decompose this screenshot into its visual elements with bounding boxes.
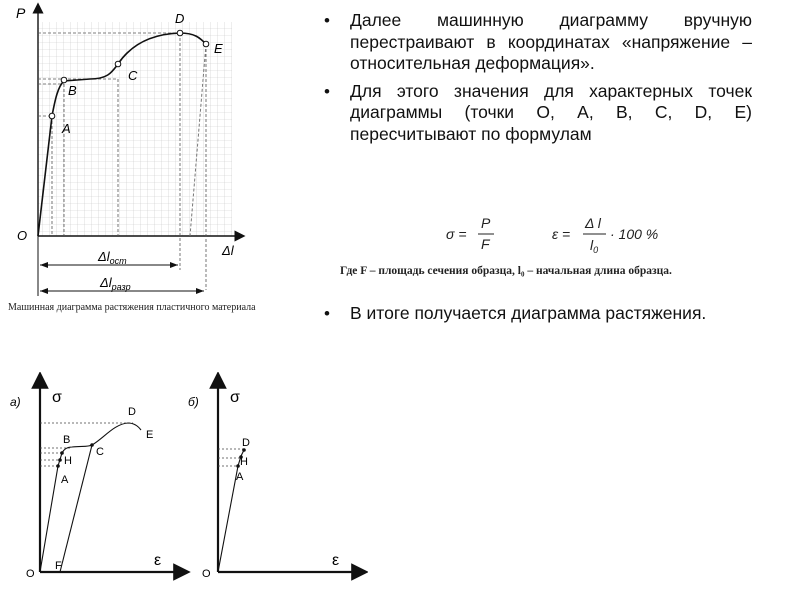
point-e-label: E (214, 41, 223, 56)
diagram-a-point-h: H (64, 455, 72, 467)
bullet-1: • Далее машинную диаграмму вручную перестраивают в координатах «напряжение – относительная деформация». (322, 10, 752, 75)
diagram-b-origin: O (202, 568, 211, 580)
point-c-marker (115, 61, 121, 67)
diagram-b-curve (218, 450, 244, 572)
sigma-den: F (481, 236, 490, 252)
diagram-b-point-a: A (236, 471, 244, 483)
eps-lhs: ε = (552, 226, 571, 242)
diagram-a-point-f: F (55, 560, 62, 572)
point-e-marker (203, 41, 209, 47)
point-a-marker (49, 113, 55, 119)
point-b-marker (61, 77, 67, 83)
diagram-b-point-d: D (242, 437, 250, 449)
eps-den: $l_0$ (590, 237, 599, 255)
bullet-list (322, 10, 752, 151)
dim-residual-label: $\Delta l_{ост}$ (98, 249, 127, 266)
bullet-list-2 (322, 303, 752, 325)
formulas (440, 210, 690, 258)
dl-axis-label: Δl (222, 243, 234, 258)
origin-label: O (17, 228, 28, 243)
bullet-2: • Для этого значения для характерных точек диаграммы (точки О, А, В, С, D, Е) пересчитывают по формулам (322, 81, 752, 146)
point-b-label: B (68, 83, 77, 98)
point-d-marker (177, 30, 183, 36)
bullet-3: • В итоге получается диаграмма растяжения. (322, 303, 752, 325)
point-c-label: C (128, 68, 138, 83)
diagram-a-point-b: B (63, 434, 71, 446)
eps-num: Δ l (585, 215, 601, 231)
point-d-label: D (175, 11, 185, 26)
diagram-b (178, 372, 368, 590)
diagram-b-point-h: H (240, 456, 248, 468)
sigma-num: P (481, 215, 491, 231)
diagram-b-sigma-label: σ (230, 389, 240, 406)
diagram-a (0, 372, 195, 590)
formula-note: Где F – площадь сечения образца, l₀ – начальная длина образца. (340, 265, 672, 277)
sigma-lhs: σ = (446, 226, 467, 242)
dim-break-label: $\Delta l_{разр}$ (100, 275, 131, 292)
machine-diagram-caption: Машинная диаграмма растяжения пластичного материала (8, 302, 256, 313)
diagram-a-point-d: D (128, 406, 136, 418)
diagram-a-point-c: C (96, 446, 104, 458)
machine-diagram (0, 0, 320, 302)
diagram-a-origin: O (26, 568, 35, 580)
diagram-b-eps-label: ε (332, 552, 340, 569)
diagram-b-label: б) (188, 395, 199, 409)
point-a-label: A (62, 121, 71, 136)
diagram-a-label: а) (10, 395, 21, 409)
diagram-a-eps-label: ε (154, 552, 162, 569)
p-axis-label: P (16, 5, 26, 21)
diagram-a-point-a: A (61, 474, 69, 486)
eps-tail: · 100 % (610, 226, 659, 242)
diagram-a-point-e: E (146, 429, 154, 441)
diagram-a-sigma-label: σ (52, 389, 62, 406)
